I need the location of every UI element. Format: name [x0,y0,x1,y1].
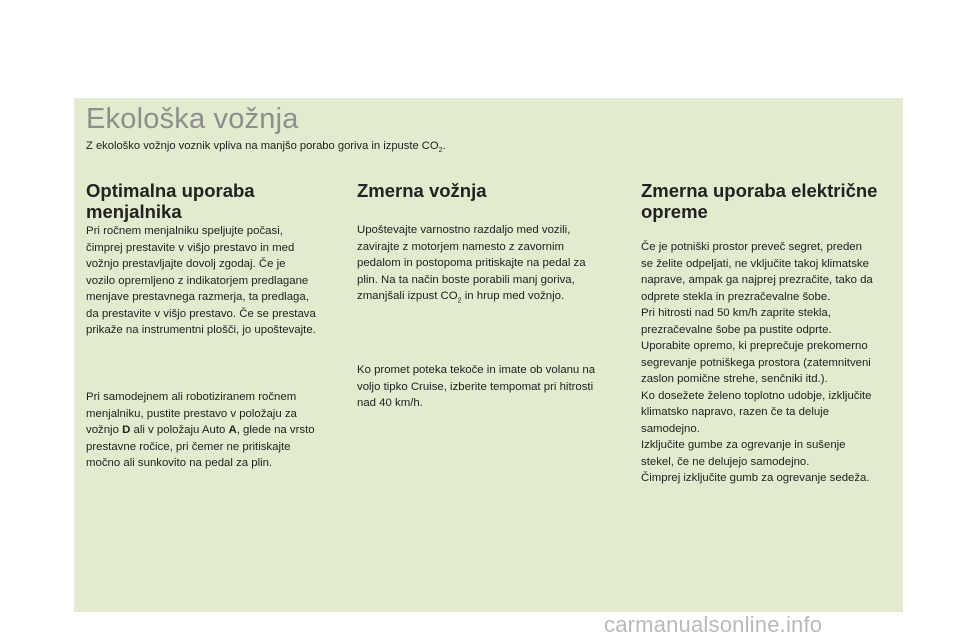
text-line: Pri ročnem menjalniku speljujte počasi, [86,225,283,237]
text-line [86,422,315,439]
text-line: voljo tipko Cruise, izberite tempomat pri hitrosti [357,380,594,393]
text-line: stekel, če ne delujejo samodejno. [641,455,810,468]
gear-a-label: A [228,424,237,436]
text-line: menjave prestavnega razmerja, ta predlaga, [86,291,309,303]
text-line: zaslon pomične strehe, senčniki itd.). [641,373,828,385]
column3-heading-line: Zmerna uporaba električne [641,180,878,201]
text-line: plin. Na ta način boste porabili manj goriva, [357,273,575,286]
text-line: Ko promet poteka tekoče in imate ob volanu na [357,364,596,376]
column3-heading [641,180,877,222]
text-line: Pri samodejnem ali robotiziranem ročnem [86,391,297,403]
text-line: prezračevalne šobe pa pustite odprte. [641,323,832,336]
column1-paragraph-manual [86,223,316,339]
text-fragment: in hrup med vožnjo. [461,290,565,302]
text-line: vozilo opremljeno z indikatorjem predlagane [86,274,309,287]
column1-heading [86,180,255,222]
text-line: Izključite gumbe za ogrevanje in sušenje [641,439,846,451]
text-line: menjalniku, pustite prestavo v položaju za [86,407,297,420]
column1-heading-line: menjalnika [86,201,182,222]
co2-subscript: 2 [457,297,462,305]
text-line: zavirajte z motorjem namesto z zavornim [357,240,564,253]
text-line: odprete stekla in prezračevalne šobe. [641,290,831,303]
text-line: Upoštevajte varnostno razdaljo med vozili, [357,224,571,236]
column2-paragraph-driving [357,222,586,305]
column1-heading-line: Optimalna uporaba [86,180,255,201]
text-line: prestavne ročice, pri čemer ne pritiskajte [86,440,291,453]
subtitle-end: . [442,140,446,152]
text-line: Pri hitrosti nad 50 km/h zaprite stekla, [641,307,831,319]
text-line: čimprej prestavite v višjo prestavo in med [86,241,295,254]
text-line: segrevanje potniškega prostora (zatemnitveni [641,356,871,369]
text-fragment: ali v položaju Auto [130,424,229,436]
gear-d-label: D [122,424,131,436]
column1-paragraph-automatic [86,389,315,472]
text-line: da prestavite v višjo prestavo. Če se prestava [86,307,316,320]
text-line: Če je potniški prostor preveč segret, preden [641,241,862,253]
text-line: naprave, ampak ga najprej prezračite, tako da [641,274,873,286]
text-fragment: , glede na vrsto [236,424,315,436]
text-line: nad 40 km/h. [357,397,423,409]
subtitle-text: Z ekološko vožnjo voznik vpliva na manjšo porabo goriva in izpuste CO [86,140,439,152]
text-line: močno ali sunkovito na pedal za plin. [86,457,273,469]
text-line: prikaže na instrumentni plošči, jo upoštevajte. [86,324,316,336]
subtitle-subscript: 2 [438,147,443,155]
text-fragment: zmanjšali izpust CO [357,290,458,302]
text-fragment: vožnjo [86,424,123,436]
column2-heading: Zmerna vožnja [357,180,487,201]
watermark-text: carmanualsonline.info [604,612,823,637]
page-title: Ekološka vožnja [86,103,299,135]
text-line: Ko dosežete želeno toplotno udobje, izključite [641,389,872,402]
text-line: klimatsko napravo, razen če ta deluje [641,406,830,418]
text-line: vožnjo prestavljajte dovolj zgodaj. Če je [86,258,286,270]
text-line [357,288,586,305]
text-line: se želite odpeljati, ne vključite takoj klimatske [641,257,869,270]
column3-heading-line: opreme [641,201,708,222]
column3-paragraph-electrical [641,239,873,487]
text-line: Čimprej izključite gumb za ogrevanje sedeža. [641,472,870,484]
text-line: samodejno. [641,422,700,435]
column2-paragraph-cruise [357,362,595,412]
page-subtitle [86,140,446,155]
text-line: pedalom in postopoma pritiskajte na pedal za [357,257,586,269]
text-line: Uporabite opremo, ki preprečuje prekomerno [641,340,868,352]
